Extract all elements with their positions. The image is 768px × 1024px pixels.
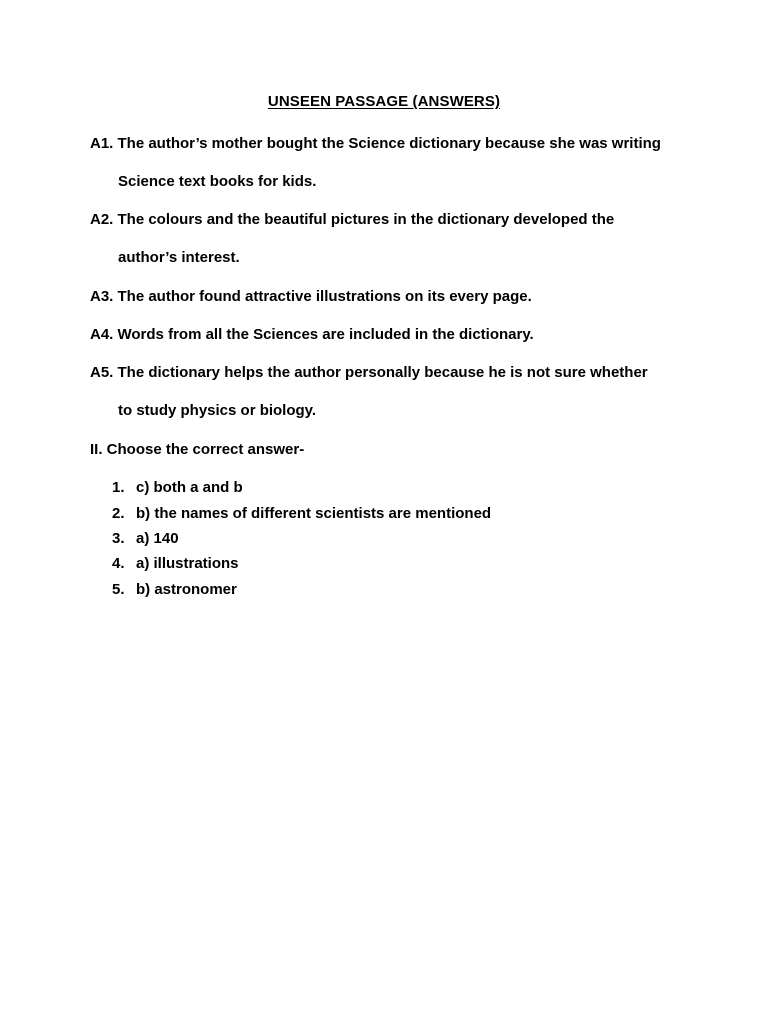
answer-a4: A4. Words from all the Sciences are included in the dictionary. (90, 326, 534, 343)
answer-a1-line-1: A1. The author’s mother bought the Science dictionary because she was writing (90, 135, 661, 152)
list-item-text: a) 140 (136, 530, 179, 547)
list-item-text: c) both a and b (136, 479, 243, 496)
list-item-number: 4. (112, 555, 125, 572)
answer-a5-line-1: A5. The dictionary helps the author personally because he is not sure whether (90, 364, 648, 381)
answer-a1-line-2: Science text books for kids. (118, 173, 317, 190)
answer-a3: A3. The author found attractive illustrations on its every page. (90, 288, 532, 305)
list-item-text: b) astronomer (136, 581, 237, 598)
answer-a2-line-1: A2. The colours and the beautiful pictures in the dictionary developed the (90, 211, 615, 228)
list-item-text: a) illustrations (136, 555, 239, 572)
list-item-text: b) the names of different scientists are mentioned (136, 505, 492, 522)
list-item-number: 1. (112, 479, 125, 496)
answer-a5-line-2: to study physics or biology. (118, 402, 317, 419)
list-item-number: 3. (112, 530, 125, 547)
section-heading: II. Choose the correct answer- (90, 441, 305, 458)
list-item-number: 5. (112, 581, 125, 598)
list-item-number: 2. (112, 505, 125, 522)
answer-a2-line-2: author’s interest. (118, 249, 240, 266)
page-title: UNSEEN PASSAGE (ANSWERS) (267, 93, 501, 110)
